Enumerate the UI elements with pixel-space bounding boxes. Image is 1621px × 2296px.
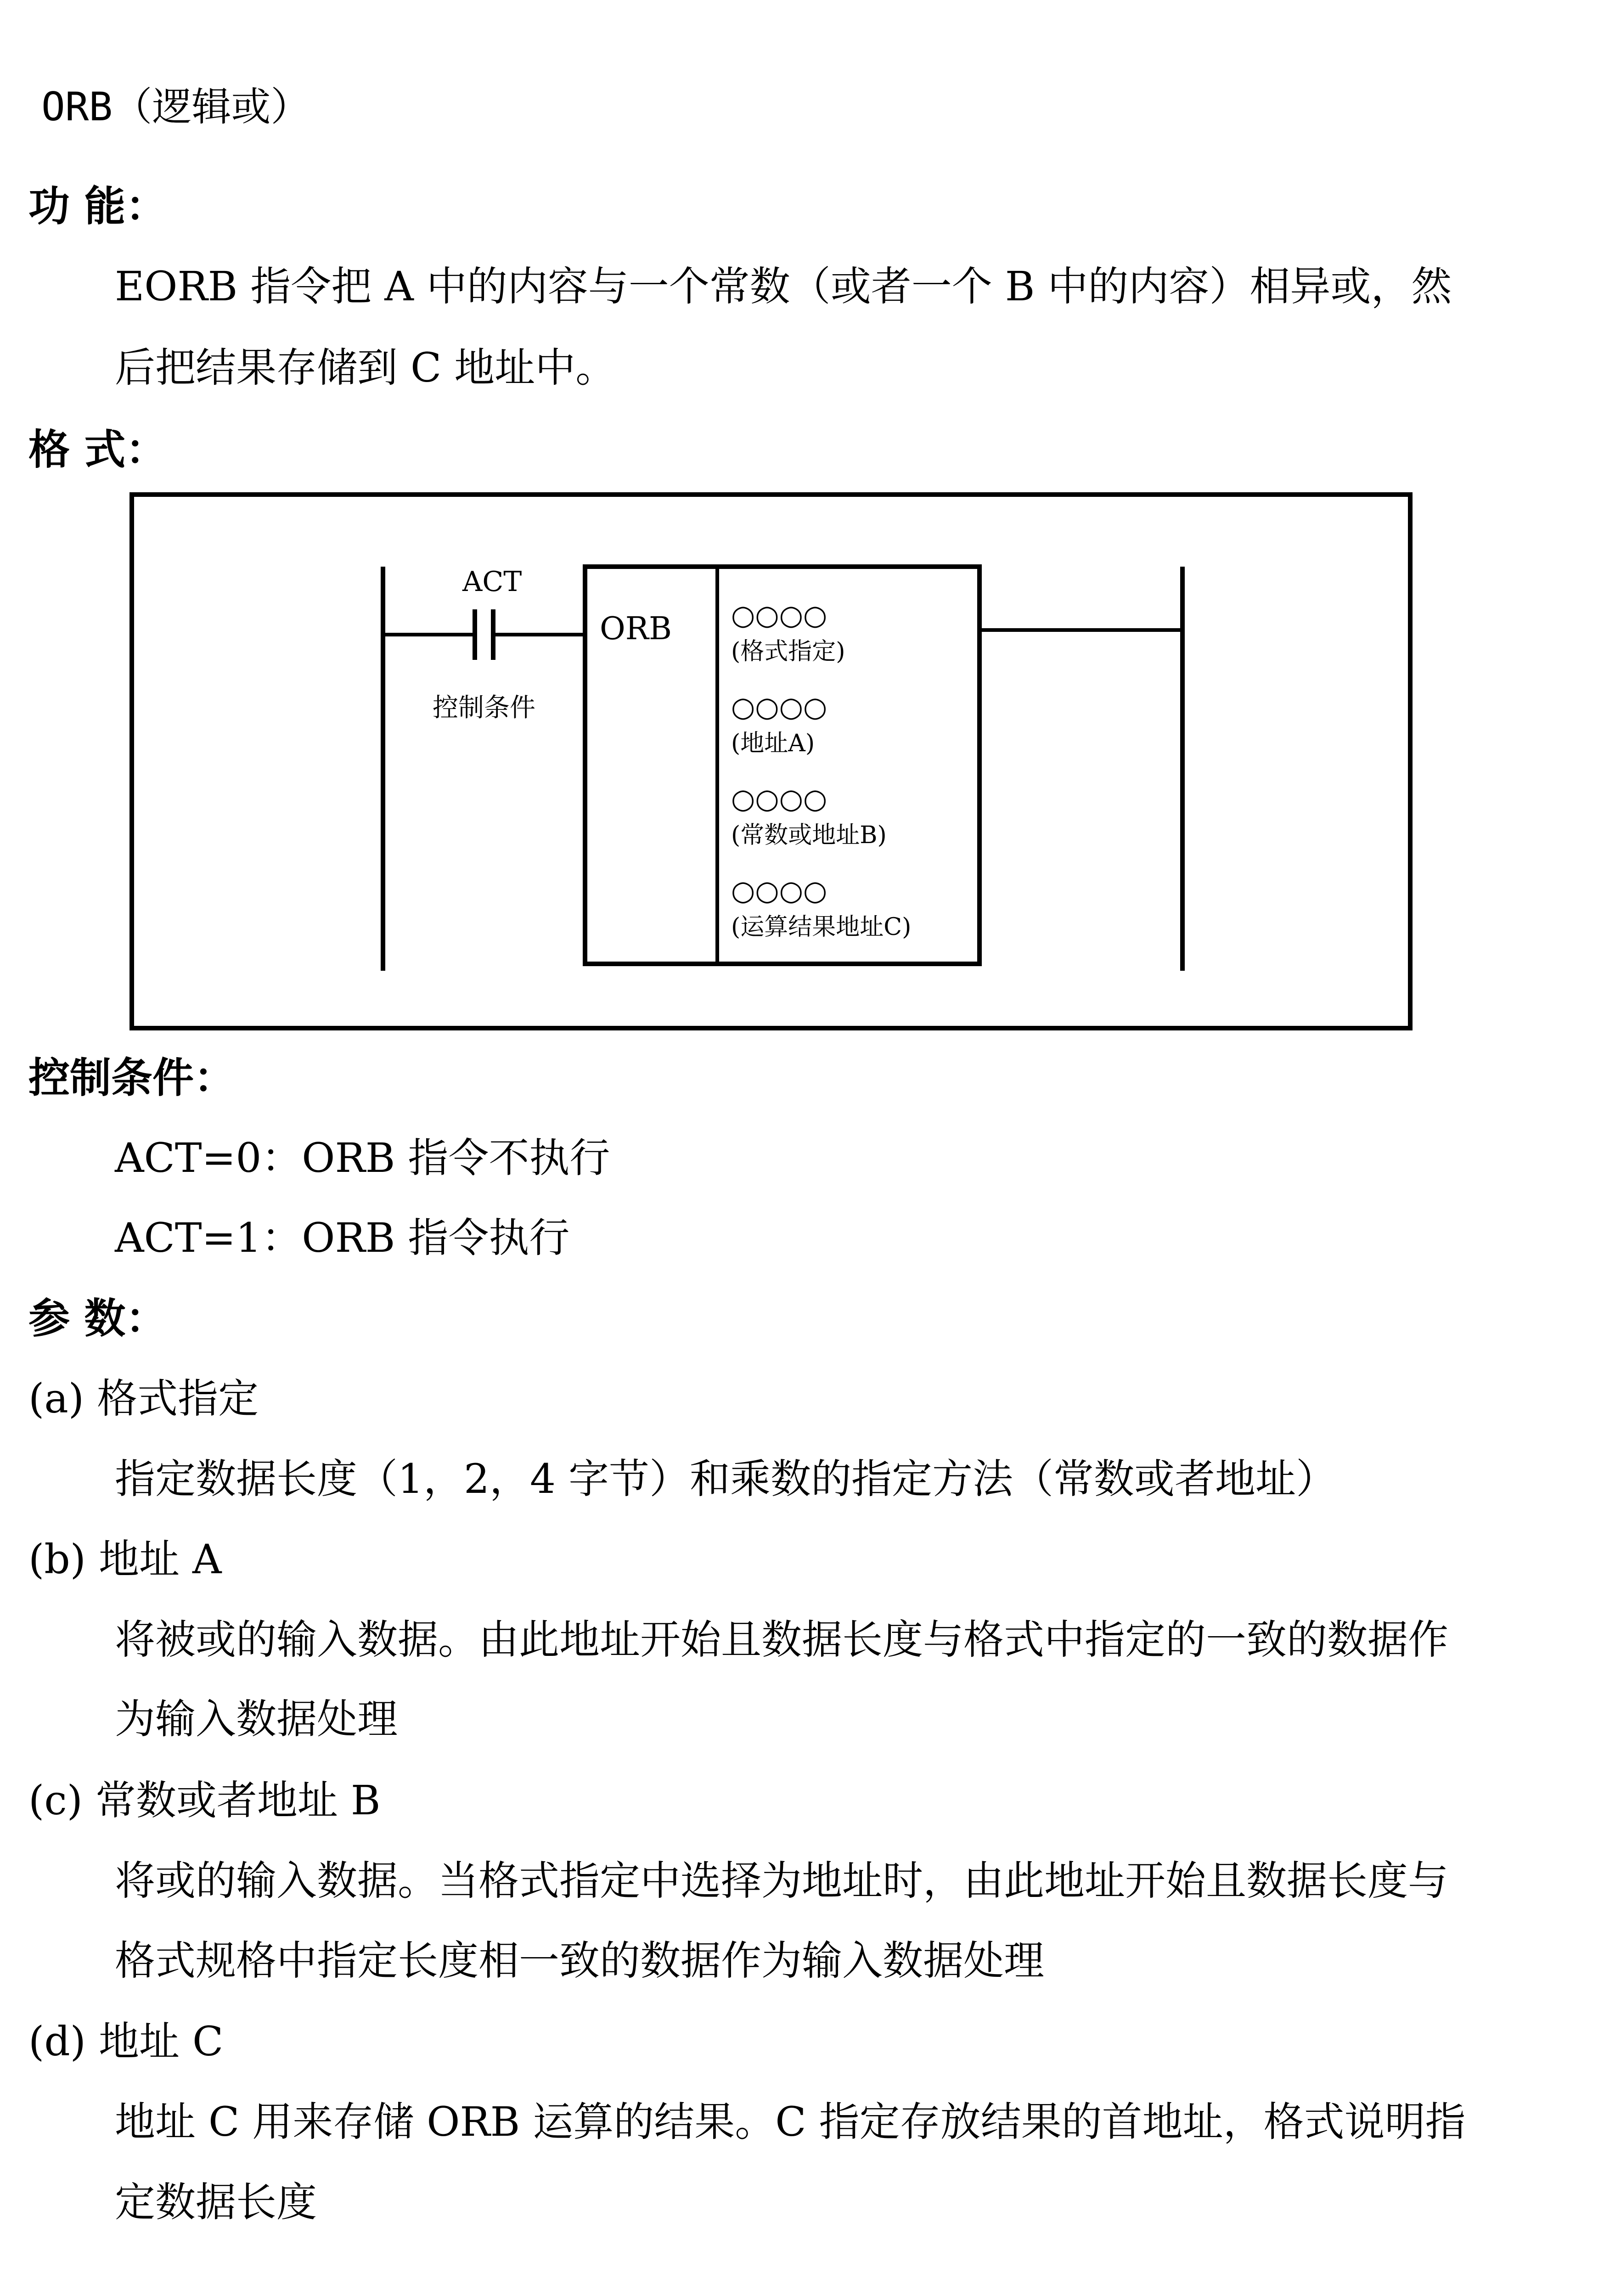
act-label: ACT [462,566,522,598]
param-c-line-1: 将或的输入数据。当格式指定中选择为地址时，由此地址开始且数据长度与 [115,1857,1449,1904]
param-d-line-2: 定数据长度 [115,2178,317,2226]
param-b-line-2: 为输入数据处理 [115,1695,398,1743]
param-d-line-1: 地址 C 用来存储 ORB 运算的结果。C 指定存放结果的首地址，格式说明指 [115,2098,1466,2145]
param-2-placeholder: ○○○○ [731,691,827,723]
format-heading: 格 式： [28,426,167,474]
control-line-1: ACT=0：ORB 指令不执行 [115,1134,610,1182]
control-condition-label: 控制条件 [433,693,535,723]
control-heading: 控制条件： [28,1054,235,1102]
param-b-label: (b) 地址 A [28,1536,222,1583]
param-1-desc: (格式指定) [731,638,845,665]
function-line-2: 后把结果存储到 C 地址中。 [115,344,616,391]
param-a-label: (a) 格式指定 [28,1375,259,1422]
param-3-placeholder: ○○○○ [731,783,827,815]
function-heading: 功 能： [28,182,167,231]
param-a-line-1: 指定数据长度（1，2，4 字节）和乘数的指定方法（常数或者地址） [115,1455,1336,1503]
param-1-placeholder: ○○○○ [731,599,827,631]
block-label: ORB [600,611,672,647]
param-4-placeholder: ○○○○ [731,875,827,907]
param-3-desc: (常数或地址B) [731,822,887,849]
param-2-desc: (地址A) [731,730,815,757]
ladder-diagram-svg [134,497,1408,1026]
function-line-1: EORB 指令把 A 中的内容与一个常数（或者一个 B 中的内容）相异或，然 [115,263,1452,310]
params-heading: 参 数： [28,1294,167,1343]
ladder-diagram [129,492,1413,1030]
control-line-2: ACT=1：ORB 指令执行 [115,1214,570,1261]
param-c-label: (c) 常数或者地址 B [28,1777,381,1824]
page-title: ORB（逻辑或） [41,84,310,130]
param-b-line-1: 将被或的输入数据。由此地址开始且数据长度与格式中指定的一致的数据作 [115,1616,1449,1663]
param-4-desc: (运算结果地址C) [731,913,912,941]
param-c-line-2: 格式规格中指定长度相一致的数据作为输入数据处理 [115,1937,1045,1984]
param-d-label: (d) 地址 C [28,2018,224,2065]
